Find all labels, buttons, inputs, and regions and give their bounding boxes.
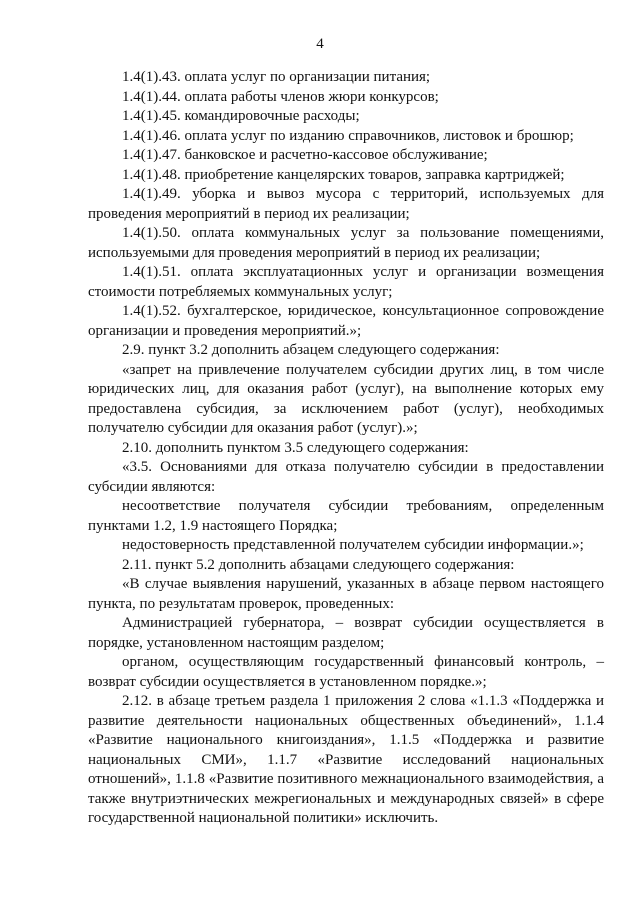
paragraph-1-4-1-47: 1.4(1).47. банковское и расчетно-кассовое обслуживание;	[122, 147, 488, 163]
paragraph-1-4-1-49: 1.4(1).49. уборка и вывоз мусора с территорий, используемых для проведения мероприятий в период их реализации;	[88, 186, 604, 222]
paragraph-1-4-1-48: 1.4(1).48. приобретение канцелярских товаров, заправка картриджей;	[122, 166, 565, 183]
paragraph-2-9-quote: «запрет на привлечение получателем субсидии других лиц, в том числе юридических лиц, для оказания работ (услуг), на выполнение которых ему предоставлена субсидия, за исключением работ (услуг), необходимых получателю субсидии для оказания работ (услуг).»;	[88, 361, 604, 436]
paragraph-1-4-1-51: 1.4(1).51. оплата эксплуатационных услуг и организации возмещения стоимости потребляемых коммунальных услуг;	[88, 264, 604, 300]
document-body	[88, 68, 604, 829]
paragraph-1-4-1-44: 1.4(1).44. оплата работы членов жюри конкурсов;	[122, 88, 439, 105]
paragraph-3-5-item-1: несоответствие получателя субсидии требованиям, определенным пунктами 1.2, 1.9 настоящего Порядка;	[88, 498, 604, 534]
paragraph-1-4-1-45: 1.4(1).45. командировочные расходы;	[122, 108, 360, 124]
paragraph-2-9: 2.9. пункт 3.2 дополнить абзацем следующего содержания:	[122, 342, 500, 358]
paragraph-2-11-item-1: Администрацией губернатора, – возврат субсидии осуществляется в порядке, установленном настоящим разделом;	[88, 615, 604, 651]
paragraph-2-12: 2.12. в абзаце третьем раздела 1 приложения 2 слова «1.1.3 «Поддержка и развитие деятельности национальных общественных объединений», 1.1.4 «Развитие национального книгоиздания», 1.1.5 «Поддержка и развитие национальных СМИ», 1.1.7 «Развитие исследований национальных отношений», 1.1.8 «Развитие позитивного межнационального взаимодействия, а также внутриэтнических межрегиональных и международных связей» в сфере государственной национальной политики» исключить.	[88, 693, 604, 826]
paragraph-1-4-1-43: 1.4(1).43. оплата услуг по организации питания;	[122, 69, 431, 85]
paragraph-2-11-quote: «В случае выявления нарушений, указанных в абзаце первом настоящего пункта, по результатам проверок, проведенных:	[88, 576, 604, 612]
paragraph-3-5: «3.5. Основаниями для отказа получателю субсидии в предоставлении субсидии являются:	[88, 459, 604, 495]
paragraph-2-10: 2.10. дополнить пунктом 3.5 следующего содержания:	[122, 439, 469, 456]
paragraph-1-4-1-46: 1.4(1).46. оплата услуг по изданию справочников, листовок и брошюр;	[122, 127, 574, 144]
paragraph-2-11-item-2: органом, осуществляющим государственный финансовый контроль, – возврат субсидии осуществляется в установленном порядке.»;	[88, 654, 604, 690]
paragraph-2-11: 2.11. пункт 5.2 дополнить абзацами следующего содержания:	[122, 556, 515, 573]
paragraph-1-4-1-52: 1.4(1).52. бухгалтерское, юридическое, консультационное сопровождение организации и проведения мероприятий.»;	[88, 303, 604, 339]
page-number: 4	[316, 36, 324, 52]
paragraph-1-4-1-50: 1.4(1).50. оплата коммунальных услуг за пользование помещениями, используемыми для проведения мероприятий в период их реализации;	[88, 225, 604, 261]
paragraph-3-5-item-2: недостоверность представленной получателем субсидии информации.»;	[122, 537, 584, 553]
